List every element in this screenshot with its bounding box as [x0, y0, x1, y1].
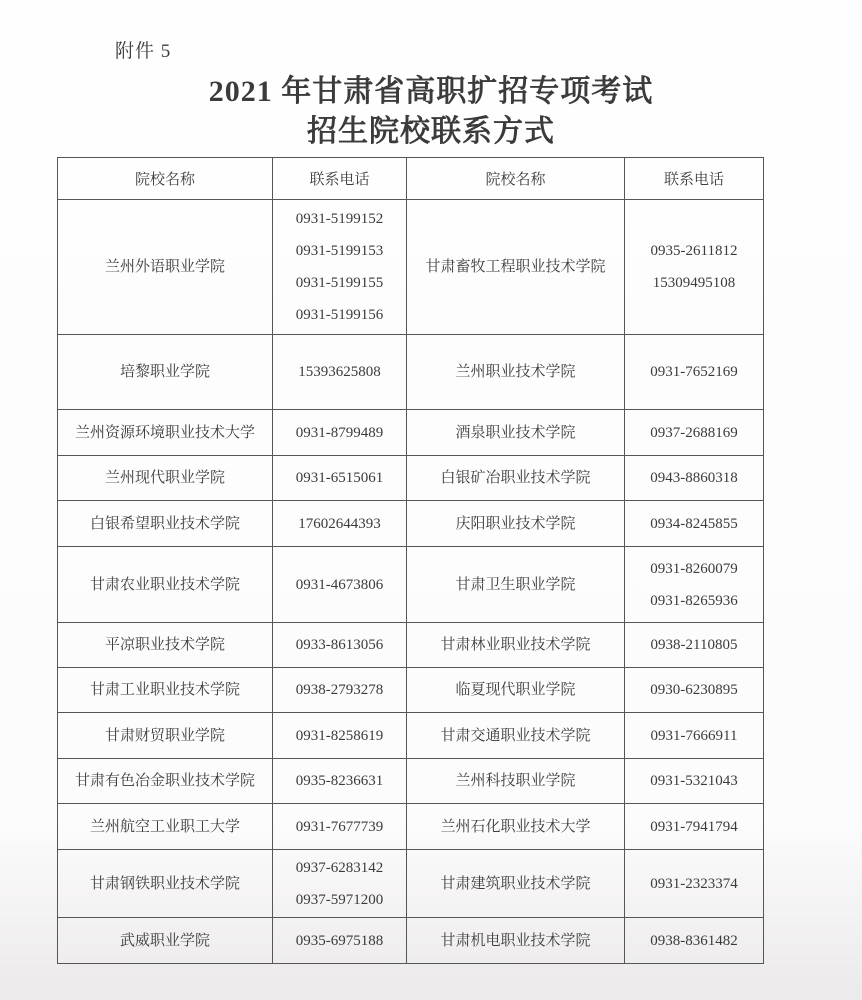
phone-line: 0931-5199153 [295, 243, 384, 259]
college-name-cell [58, 918, 273, 964]
phone-line: 0938-8361482 [650, 932, 738, 949]
table-row [58, 200, 764, 335]
college-name-cell [58, 804, 273, 850]
phone-cell [273, 410, 407, 456]
phone-cell [625, 456, 764, 501]
college-name-cell [58, 335, 273, 410]
table-header [58, 158, 764, 200]
college-name-cell [407, 668, 625, 713]
college-name: 兰州职业技术学院 [455, 364, 576, 380]
college-name: 甘肃建筑职业技术学院 [440, 875, 591, 892]
phone-line: 0931-7677739 [295, 818, 384, 835]
phone-cell [273, 918, 407, 964]
phone-line: 0937-6283142 [295, 859, 384, 876]
table-row [58, 804, 764, 850]
phone-line: 0931-5199152 [295, 211, 384, 227]
phone-line: 0934-8245855 [650, 515, 738, 532]
phone-line: 0937-2688169 [650, 424, 738, 441]
table-body [58, 200, 764, 964]
phone-cell [273, 335, 407, 410]
college-name: 甘肃林业职业技术学院 [440, 637, 591, 653]
phone-cell [273, 713, 407, 759]
college-name: 甘肃机电职业技术学院 [440, 932, 591, 949]
phone-cell [625, 335, 764, 410]
table-row [58, 759, 764, 804]
phone-line: 15393625808 [298, 364, 381, 380]
table-row [58, 623, 764, 668]
college-name: 甘肃畜牧工程职业技术学院 [425, 259, 606, 275]
phone-line: 0930-6230895 [650, 682, 738, 698]
college-name: 兰州石化职业技术大学 [440, 818, 591, 835]
college-name-cell [407, 335, 625, 410]
phone-line: 0931-8265936 [650, 592, 738, 609]
college-name: 兰州航空工业职工大学 [89, 818, 240, 835]
phone-line: 0931-5199156 [295, 307, 384, 323]
college-name: 庆阳职业技术学院 [455, 515, 576, 532]
table-row [58, 547, 764, 623]
college-name-cell [407, 759, 625, 804]
college-name-cell [58, 200, 273, 335]
college-name: 临夏现代职业学院 [455, 682, 576, 698]
phone-cell [625, 850, 764, 918]
phone-line: 0931-7666911 [650, 727, 738, 744]
table-row [58, 335, 764, 410]
college-name: 武威职业学院 [119, 932, 210, 949]
college-name-cell [58, 759, 273, 804]
college-name-cell [407, 200, 625, 335]
document-title-line2: 招生院校联系方式 [307, 115, 555, 148]
college-name-cell [407, 713, 625, 759]
phone-line: 0931-7941794 [650, 818, 738, 835]
phone-cell [625, 547, 764, 623]
phone-cell [273, 547, 407, 623]
college-name-cell [407, 410, 625, 456]
phone-cell [625, 918, 764, 964]
contact-table [57, 157, 764, 964]
phone-line: 0931-4673806 [295, 576, 384, 593]
college-name: 甘肃钢铁职业技术学院 [89, 875, 240, 892]
table-row [58, 850, 764, 918]
phone-line: 0931-2323374 [650, 875, 738, 892]
phone-cell [625, 759, 764, 804]
college-name: 甘肃工业职业技术学院 [89, 682, 240, 698]
college-name: 兰州外语职业学院 [104, 259, 225, 275]
phone-line: 0937-5971200 [295, 891, 384, 908]
phone-line: 0935-6975188 [295, 932, 384, 949]
college-name: 白银矿冶职业技术学院 [440, 470, 591, 486]
table-row [58, 918, 764, 964]
college-name-cell [407, 850, 625, 918]
phone-cell [273, 759, 407, 804]
phone-line: 0931-8799489 [295, 424, 384, 441]
phone-cell [273, 850, 407, 918]
header-phone-right: 联系电话 [625, 158, 764, 200]
phone-cell [625, 668, 764, 713]
college-name-cell [58, 456, 273, 501]
college-name-cell [407, 918, 625, 964]
phone-line: 0931-8260079 [650, 560, 738, 577]
college-name-cell [407, 547, 625, 623]
college-name-cell [58, 547, 273, 623]
header-college-name-left: 院校名称 [58, 158, 273, 200]
table-header-row [58, 158, 764, 200]
phone-cell [625, 804, 764, 850]
phone-cell [273, 456, 407, 501]
phone-cell [273, 804, 407, 850]
college-name: 兰州科技职业学院 [455, 773, 576, 789]
college-name-cell [58, 623, 273, 668]
college-name-cell [407, 804, 625, 850]
table-row [58, 410, 764, 456]
document-title-line1: 2021 年甘肃省高职扩招专项考试 [208, 75, 654, 108]
phone-line: 0931-8258619 [295, 727, 384, 744]
phone-line: 0931-7652169 [650, 364, 738, 380]
phone-line: 17602644393 [298, 515, 381, 532]
college-name: 平凉职业技术学院 [104, 637, 225, 653]
college-name: 培黎职业学院 [119, 364, 210, 380]
college-name: 兰州现代职业学院 [104, 470, 225, 486]
college-name-cell [407, 456, 625, 501]
college-name-cell [407, 501, 625, 547]
college-name: 甘肃交通职业技术学院 [440, 727, 591, 744]
table-row [58, 501, 764, 547]
phone-line: 0938-2110805 [650, 637, 738, 653]
college-name: 白银希望职业技术学院 [89, 515, 240, 532]
header-phone-left: 联系电话 [273, 158, 407, 200]
college-name: 甘肃有色冶金职业技术学院 [74, 773, 255, 789]
header-college-name-right: 院校名称 [407, 158, 625, 200]
document-title [0, 72, 862, 152]
college-name-cell [58, 668, 273, 713]
phone-cell [273, 200, 407, 335]
college-name: 甘肃财贸职业学院 [104, 727, 225, 744]
college-name-cell [58, 713, 273, 759]
college-name: 兰州资源环境职业技术大学 [74, 424, 255, 441]
phone-cell [625, 713, 764, 759]
college-name-cell [58, 850, 273, 918]
phone-line: 0931-5321043 [650, 773, 738, 789]
college-name-cell [58, 501, 273, 547]
phone-cell [273, 623, 407, 668]
phone-line: 0935-2611812 [650, 243, 738, 259]
phone-cell [625, 623, 764, 668]
phone-cell [625, 410, 764, 456]
phone-cell [625, 200, 764, 335]
college-name: 甘肃卫生职业学院 [455, 576, 576, 593]
table-row [58, 713, 764, 759]
college-name: 酒泉职业技术学院 [455, 424, 576, 441]
attachment-label: 附件 5 [115, 41, 172, 62]
college-name: 甘肃农业职业技术学院 [89, 576, 240, 593]
phone-line: 0933-8613056 [295, 637, 384, 653]
college-name-cell [58, 410, 273, 456]
phone-line: 0935-8236631 [295, 773, 384, 789]
phone-line: 0931-6515061 [295, 470, 384, 486]
phone-line: 0931-5199155 [295, 275, 384, 291]
phone-cell [273, 668, 407, 713]
phone-cell [625, 501, 764, 547]
phone-line: 0943-8860318 [650, 470, 738, 486]
phone-line: 0938-2793278 [295, 682, 384, 698]
phone-line: 15309495108 [652, 275, 736, 291]
table-row [58, 456, 764, 501]
phone-cell [273, 501, 407, 547]
college-name-cell [407, 623, 625, 668]
table-row [58, 668, 764, 713]
